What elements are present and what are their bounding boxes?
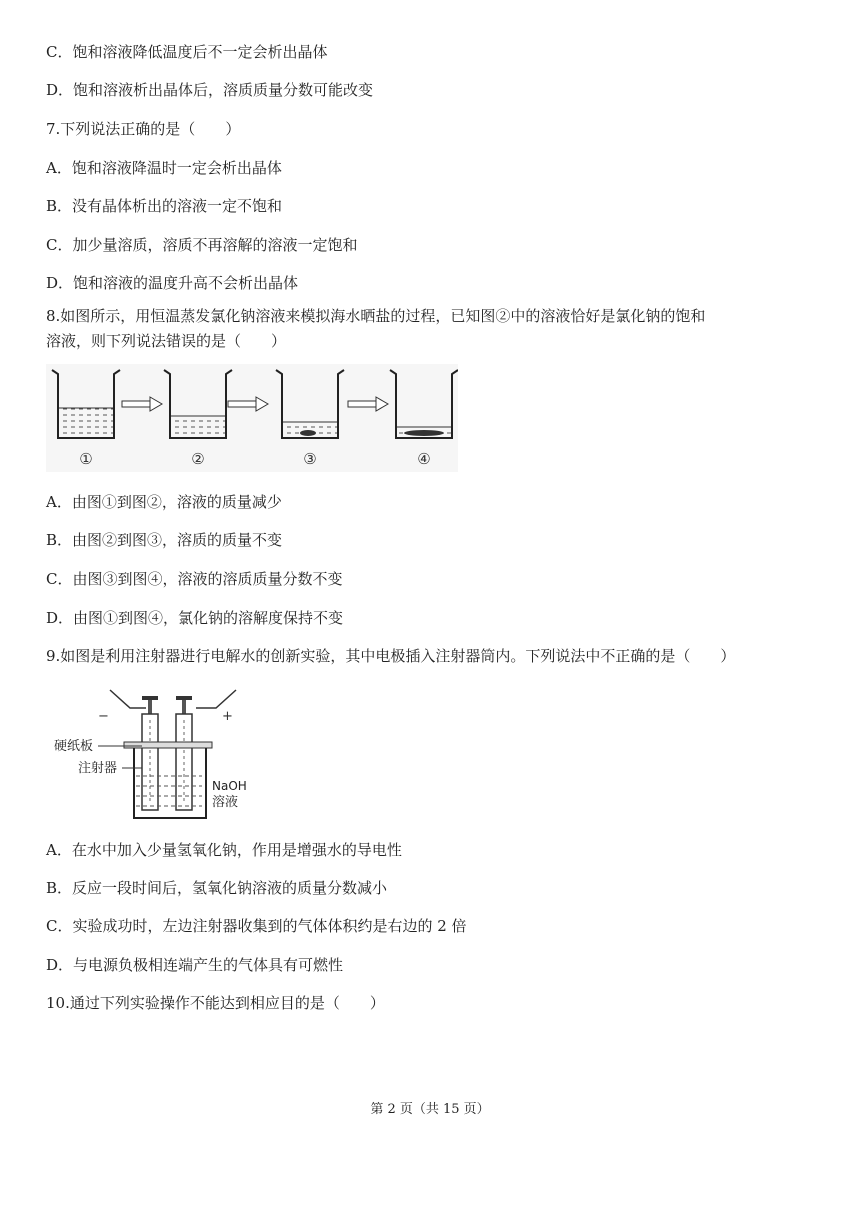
q7-option-d: D．饱和溶液的温度升高不会析出晶体 [46,274,299,292]
q7-stem: 7.下列说法正确的是（ ） [46,120,241,138]
q10-stem: 10.通过下列实验操作不能达到相应目的是（ ） [46,994,385,1012]
q8-option-d: D．由图①到图④，氯化钠的溶解度保持不变 [46,609,344,627]
page-footer: 第 2 页（共 15 页） [370,1102,490,1117]
cardboard-label: 硬纸板 [54,739,94,754]
q7-option-a: A．饱和溶液降温时一定会析出晶体 [46,159,282,177]
negative-terminal-label: − [98,709,109,724]
q8-stem-line2: 溶液，则下列说法错误的是（ ） [46,332,287,350]
syringe-label: 注射器 [78,761,118,776]
beaker-label-2: ② [191,450,205,468]
q9-option-d: D．与电源负极相连端产生的气体具有可燃性 [46,956,344,974]
electrolysis-syringe-figure [50,686,260,824]
q8-stem-line1: 8.如图所示，用恒温蒸发氯化钠溶液来模拟海水晒盐的过程，已知图②中的溶液恰好是氯化钠的饱和 [46,307,706,325]
q7-option-b: B．没有晶体析出的溶液一定不饱和 [46,197,283,215]
solution-label: 溶液 [212,795,239,810]
evaporation-beakers-figure [46,364,458,472]
q6-option-d: D．饱和溶液析出晶体后，溶质质量分数可能改变 [46,81,374,99]
positive-terminal-label: + [222,709,233,724]
q9-option-b: B．反应一段时间后，氢氧化钠溶液的质量分数减小 [46,879,388,897]
q6-option-c: C．饱和溶液降低温度后不一定会析出晶体 [46,43,328,61]
q9-option-a: A．在水中加入少量氢氧化钠，作用是增强水的导电性 [46,841,402,859]
beaker-label-4: ④ [417,450,431,468]
naoh-label: NaOH [212,779,247,793]
q7-option-c: C．加少量溶质，溶质不再溶解的溶液一定饱和 [46,236,358,254]
cardboard [124,742,212,748]
q9-stem: 9.如图是利用注射器进行电解水的创新实验，其中电极插入注射器筒内。下列说法中不正确的是（ ） [46,647,736,665]
q8-option-b: B．由图②到图③，溶质的质量不变 [46,531,283,549]
q8-option-c: C．由图③到图④，溶液的溶质质量分数不变 [46,570,343,588]
q9-option-c: C．实验成功时，左边注射器收集到的气体体积约是右边的 2 倍 [46,917,467,935]
beaker-label-3: ③ [303,450,317,468]
beaker-label-1: ① [79,450,93,468]
q8-option-a: A．由图①到图②，溶液的质量减少 [46,493,282,511]
